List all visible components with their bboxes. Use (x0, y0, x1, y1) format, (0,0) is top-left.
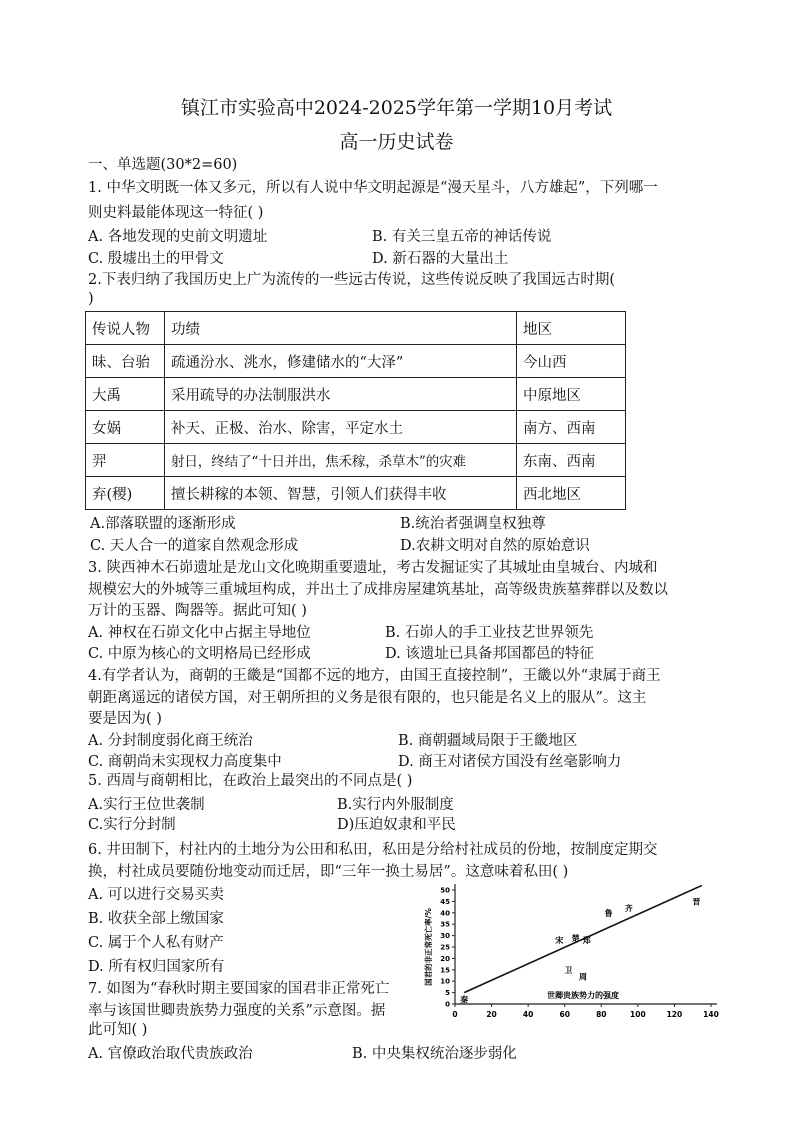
data-point-label: 晋 (692, 897, 701, 907)
table-row (86, 345, 626, 378)
q7-stem-line2: 率与该国世卿贵族势力强度的关系”示意图。据 (88, 1003, 386, 1019)
table-cell: 疏通汾水、洮水，修建储水的“大泽” (165, 345, 517, 378)
y-tick-label: 10 (440, 977, 450, 986)
q6-option-a: A. 可以进行交易买卖 (88, 887, 224, 903)
y-tick-label: 5 (445, 989, 450, 998)
table-cell: 东南、西南 (517, 444, 626, 477)
q5-option-c: C.实行分封制 (88, 817, 176, 833)
q2-stem-line2: ) (88, 291, 94, 307)
table-header-row (86, 312, 626, 345)
q6-option-c: C. 属于个人私有财产 (88, 935, 224, 951)
x-tick-label: 140 (703, 1010, 719, 1019)
q6-option-d: D. 所有权归国家所有 (88, 959, 225, 975)
q7-option-b: B. 中央集权统治逐步弱化 (352, 1046, 517, 1062)
q2-option-a: A.部落联盟的逐渐形成 (90, 516, 236, 532)
table-cell: 采用疏导的办法制服洪水 (165, 378, 517, 411)
q5-option-a: A.实行王位世袭制 (88, 797, 205, 813)
table-cell: 昧、台骀 (86, 345, 165, 378)
q1-stem-line1: 1. 中华文明既一体又多元，所以有人说中华文明起源是“漫天星斗，八方雄起”，下列哪一 (88, 180, 658, 196)
table-cell: 大禹 (86, 378, 165, 411)
table-cell: 今山西 (517, 345, 626, 378)
q1-option-b: B. 有关三皇五帝的神话传说 (372, 229, 552, 245)
data-point-label: 宋 (555, 936, 564, 946)
q4-stem-line1: 4.有学者认为，商朝的王畿是“国都不远的地方，由国王直接控制”，王畿以外“隶属于商王 (88, 668, 661, 684)
x-tick-label: 0 (452, 1010, 458, 1019)
y-tick-label: 20 (440, 954, 450, 963)
y-tick-label: 25 (440, 943, 450, 952)
data-point-label: 鲁 (604, 908, 613, 918)
q3-option-c: C. 中原为核心的文明格局已经形成 (88, 646, 311, 662)
q1-option-d: D. 新石器的大量出土 (372, 251, 509, 267)
table-header-cell: 功绩 (165, 312, 517, 345)
table-cell: 中原地区 (517, 378, 626, 411)
q3-option-d: D. 该遗址已具备邦国都邑的特征 (385, 646, 594, 662)
q5-option-d: D)压迫奴隶和平民 (337, 817, 456, 833)
y-tick-label: 40 (440, 909, 450, 918)
q5-stem: 5. 西周与商朝相比，在政治上最突出的不同点是( ) (88, 773, 413, 789)
q1-stem-line2: 则史料最能体现这一特征( ) (88, 205, 264, 221)
table-cell: 补天、正极、治水、除害，平定水土 (165, 411, 517, 444)
table-row (86, 444, 626, 477)
q3-stem-line2: 规模宏大的外城等三重城垣构成，并出土了成排房屋建筑基址，高等级贵族墓葬群以及数以 (88, 582, 668, 598)
data-point-label: 郑 (582, 936, 591, 946)
y-tick-label: 45 (440, 897, 450, 906)
table-cell: 女娲 (86, 411, 165, 444)
scatter-chart (418, 882, 726, 1028)
table-header-cell: 地区 (517, 312, 626, 345)
table-cell: 羿 (86, 444, 165, 477)
q4-option-a: A. 分封制度弱化商王统治 (88, 733, 253, 749)
q7-option-a: A. 官僚政治取代贵族政治 (88, 1046, 253, 1062)
q7-stem-line3: 此可知( ) (88, 1022, 148, 1038)
q1-option-c: C. 殷墟出土的甲骨文 (88, 251, 224, 267)
q1-option-a: A. 各地发现的史前文明遗址 (88, 229, 268, 245)
x-tick-label: 20 (486, 1010, 497, 1019)
q4-option-b: B. 商朝疆域局限于王畿地区 (398, 733, 578, 749)
x-axis-title: 世卿贵族势力的强度 (547, 991, 619, 1000)
x-tick-label: 80 (596, 1010, 607, 1019)
q6-option-b: B. 收获全部上缴国家 (88, 911, 224, 927)
q6-stem-line2: 换，村社成员要随份地变动而迁居，即“三年一换土易居”。这意味着私田( ) (88, 864, 569, 880)
exam-title: 镇江市实验高中2024-2025学年第一学期10月考试 (180, 97, 613, 119)
q2-option-d: D.农耕文明对自然的原始意识 (400, 538, 590, 554)
table-row (86, 378, 626, 411)
table-cell: 南方、西南 (517, 411, 626, 444)
legend-table (85, 311, 626, 510)
q5-option-b: B.实行内外服制度 (337, 797, 454, 813)
table-cell: 射日，终结了“十日并出，焦禾稼，杀草木”的灾难 (165, 444, 517, 477)
q6-stem-line1: 6. 井田制下，村社内的土地分为公田和私田，私田是分给村社成员的份地，按制度定期交 (88, 842, 658, 858)
x-tick-label: 120 (666, 1010, 683, 1019)
table-row (86, 411, 626, 444)
q3-stem-line3: 万计的玉器、陶器等。据此可知( ) (88, 603, 307, 619)
data-point-label: 楚 (571, 933, 580, 943)
y-tick-label: 30 (440, 932, 450, 941)
q4-stem-line2: 朝距离遥远的诸侯方国，对王朝所担的义务是很有限的，也只能是名义上的服从”。这主 (88, 690, 647, 706)
exam-subtitle: 高一历史试卷 (339, 131, 454, 153)
data-point-label: 秦 (460, 995, 469, 1005)
q4-option-d: D. 商王对诸侯方国没有丝毫影响力 (398, 754, 622, 770)
y-tick-label: 15 (440, 966, 450, 975)
q2-option-b: B.统治者强调皇权独尊 (400, 516, 546, 532)
q7-stem-line1: 7. 如图为“春秋时期主要国家的国君非正常死亡 (88, 981, 390, 997)
q4-stem-line3: 要是因为( ) (88, 711, 162, 727)
y-tick-label: 35 (440, 920, 450, 929)
table-cell: 弃(稷) (86, 477, 165, 510)
y-tick-label: 50 (440, 886, 450, 895)
data-point-label: 卫 (564, 965, 573, 975)
q3-option-b: B. 石峁人的手工业技艺世界领先 (385, 625, 594, 641)
table-cell: 西北地区 (517, 477, 626, 510)
q4-option-c: C. 商朝尚未实现权力高度集中 (88, 754, 282, 770)
chart-marks (459, 885, 702, 1004)
x-tick-label: 60 (559, 1010, 570, 1019)
table-cell: 擅长耕稼的本领、智慧，引领人们获得丰收 (165, 477, 517, 510)
y-axis-title: 国君的非正常死亡率/% (424, 908, 433, 986)
q2-stem-line1: 2.下表归纳了我国历史上广为流传的一些远古传说，这些传说反映了我国远古时期( (88, 272, 615, 288)
x-tick-label: 40 (522, 1010, 534, 1019)
section-heading: 一、单选题(30*2=60) (88, 157, 238, 173)
x-tick-label: 100 (630, 1010, 646, 1019)
table-header-cell: 传说人物 (86, 312, 165, 345)
data-point-label: 周 (579, 972, 587, 982)
q3-stem-line1: 3. 陕西神木石峁遗址是龙山文化晚期重要遗址，考古发掘证实了其城址由皇城台、内城和 (88, 560, 658, 576)
q3-option-a: A. 神权在石峁文化中占据主导地位 (88, 625, 311, 641)
y-tick-label: 0 (445, 1000, 450, 1009)
data-point-label: 齐 (624, 904, 633, 914)
table-row (86, 477, 626, 510)
q2-option-c: C. 天人合一的道家自然观念形成 (90, 538, 299, 554)
